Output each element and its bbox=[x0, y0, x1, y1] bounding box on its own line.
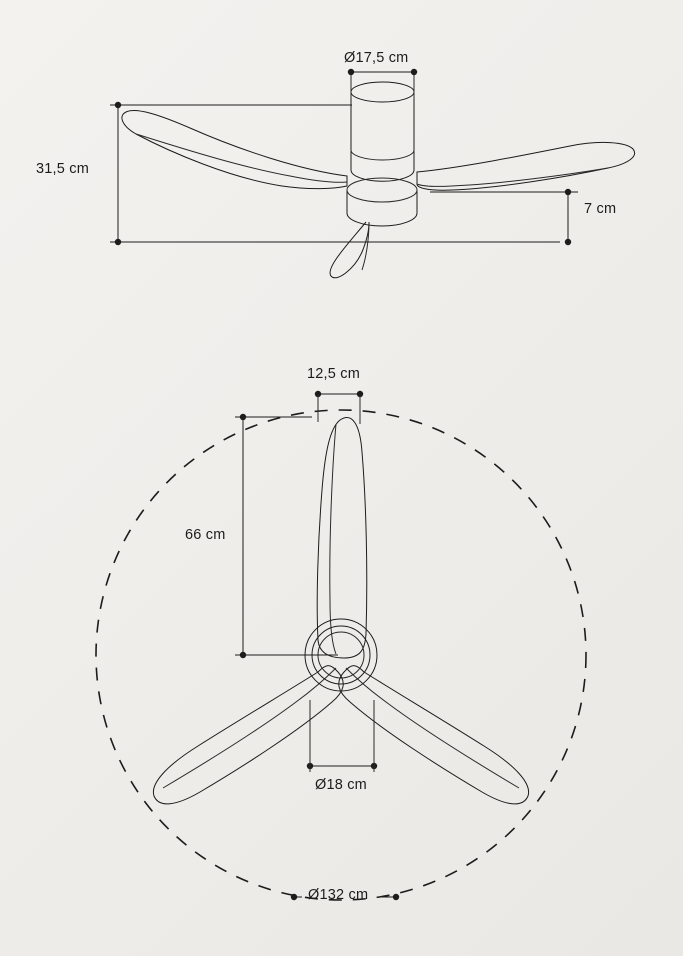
dim-hub-diameter bbox=[307, 700, 377, 772]
blade-left-side bbox=[122, 110, 347, 188]
label-blade-drop: 7 cm bbox=[584, 201, 617, 217]
sweep-circle bbox=[96, 410, 586, 900]
label-hub-width: 12,5 cm bbox=[307, 366, 360, 382]
label-hub-diameter: Ø18 cm bbox=[315, 777, 367, 793]
blade-right-side bbox=[417, 142, 635, 190]
side-elevation-view bbox=[110, 69, 635, 278]
dim-blade-drop bbox=[430, 189, 578, 245]
dim-top-diameter bbox=[348, 69, 417, 98]
motor-housing-side bbox=[351, 82, 414, 181]
label-sweep-diameter: Ø132 cm bbox=[308, 887, 369, 903]
blade-lower-right-plan bbox=[339, 666, 529, 804]
dim-blade-length bbox=[235, 414, 338, 658]
blade-top-plan bbox=[317, 418, 367, 658]
label-blade-length: 66 cm bbox=[185, 527, 226, 543]
label-total-height: 31,5 cm bbox=[36, 161, 89, 177]
plan-view bbox=[96, 391, 586, 900]
lower-hub-side bbox=[347, 178, 417, 226]
fan-tail-side bbox=[330, 222, 369, 278]
label-top-diameter: Ø17,5 cm bbox=[344, 50, 409, 66]
dim-hub-width bbox=[315, 391, 363, 424]
